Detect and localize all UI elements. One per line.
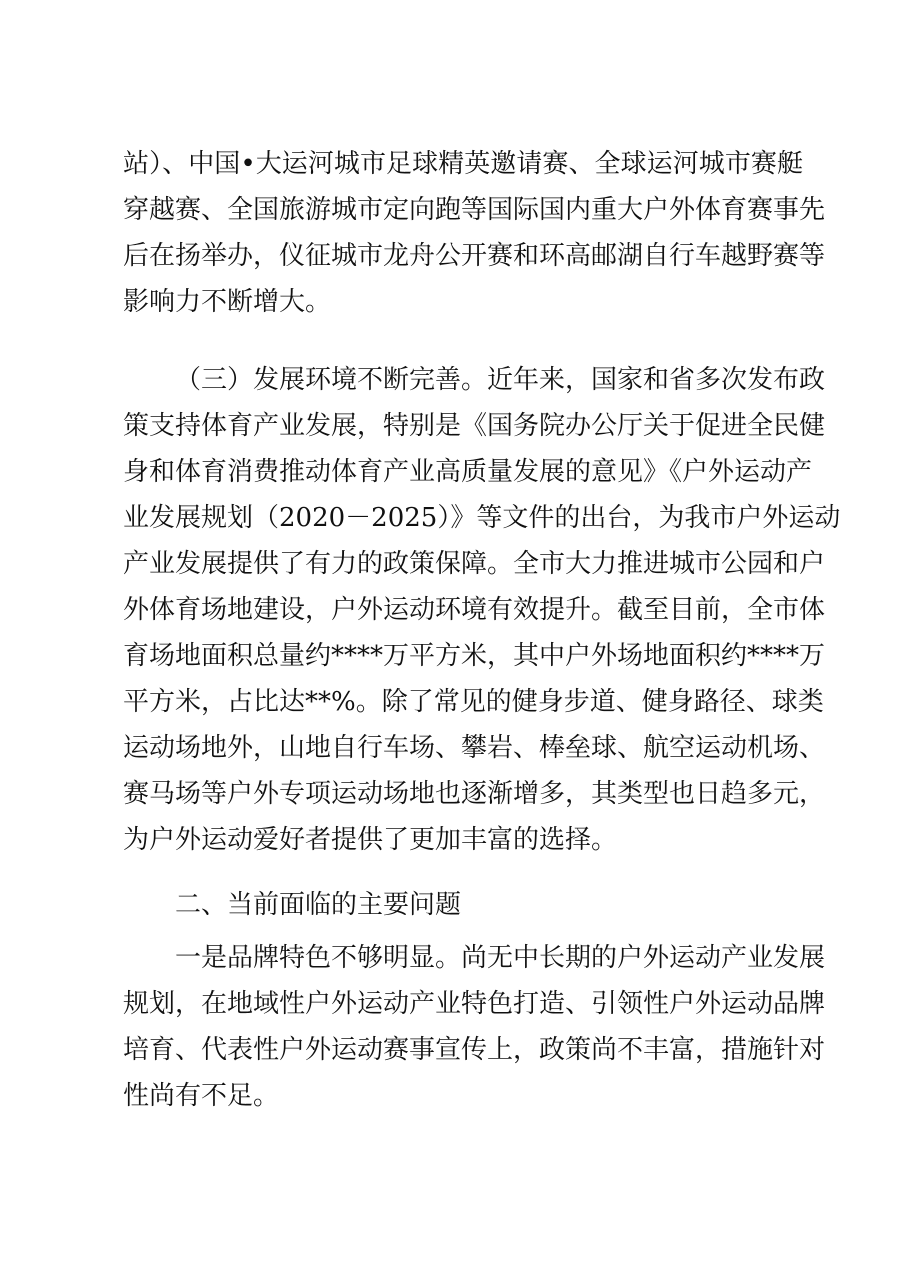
text-line: 站）、中国•大运河城市足球精英邀请赛、全球运河城市赛艇 [123,149,803,179]
text-line: 身和体育消费推动体育产业高质量发展的意见》《户外运动产 [123,457,813,487]
text-line: 外体育场地建设，户外运动环境有效提升。截至目前，全市体 [123,595,826,625]
text-line: 育场地面积总量约****万平方米，其中户外场地面积约****万 [123,641,826,671]
paragraph-brand [123,935,826,1119]
paragraph-events [123,141,826,325]
text-line: 运动场地外，山地自行车场、攀岩、棒垒球、航空运动机场、 [123,733,826,763]
text-line: 性尚有不足。 [123,1081,280,1111]
section-heading [123,882,803,928]
text-line: 一是品牌特色不够明显。尚无中长期的户外运动产业发展 [175,943,826,973]
text-line: 影响力不断增大。 [123,287,332,317]
text-line: 培育、代表性户外运动赛事宣传上，政策尚不丰富，措施针对 [123,1035,826,1065]
heading-line: 二、当前面临的主要问题 [175,890,462,920]
text-line: 穿越赛、全国旅游城市定向跑等国际国内重大户外体育赛事先 [123,195,826,225]
text-line: （三）发展环境不断完善。近年来，国家和省多次发布政 [175,365,826,395]
text-line: 为户外运动爱好者提供了更加丰富的选择。 [123,825,618,855]
text-line: 后在扬举办，仪征城市龙舟公开赛和环高邮湖自行车越野赛等 [123,241,826,271]
paragraph-environment [123,357,841,863]
text-line: 平方米，占比达**%。除了常见的健身步道、健身路径、球类 [123,687,824,717]
text-line: 产业发展提供了有力的政策保障。全市大力推进城市公园和户 [123,549,826,579]
text-line: 赛马场等户外专项运动场地也逐渐增多，其类型也日趋多元， [123,779,826,809]
text-line: 策支持体育产业发展，特别是《国务院办公厅关于促进全民健 [123,411,826,441]
text-line: 业发展规划（2020－2025）》等文件的出台，为我市户外运动 [123,503,841,533]
text-line: 规划，在地域性户外运动产业特色打造、引领性户外运动品牌 [123,989,826,1019]
